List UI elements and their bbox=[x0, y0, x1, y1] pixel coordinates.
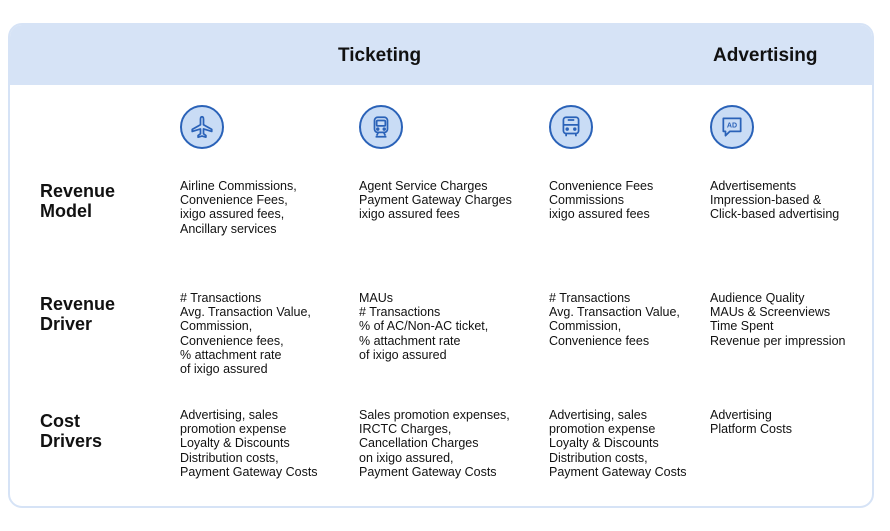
revenue-model-advertising: Advertisements Impression-based & Click-based advertising bbox=[710, 179, 840, 222]
revenue-model-bus: Convenience Fees Commissions ixigo assured fees bbox=[549, 179, 654, 222]
row-label-revenue-driver: Revenue Driver bbox=[40, 294, 116, 334]
cost-drivers-airline: Advertising, sales promotion expense Loyalty & Discounts Distribution costs, Payment Gateway Costs bbox=[180, 408, 318, 479]
airplane-icon bbox=[180, 105, 224, 149]
advertising-header: Advertising bbox=[713, 45, 818, 66]
bus-icon bbox=[549, 105, 593, 149]
svg-text:AD: AD bbox=[726, 122, 738, 130]
row-label-revenue-model: Revenue Model bbox=[40, 181, 116, 221]
train-icon bbox=[359, 105, 403, 149]
revenue-driver-bus: # Transactions Avg. Transaction Value, Commission, Convenience fees bbox=[549, 291, 680, 348]
revenue-model-airline: Airline Commissions, Convenience Fees, ixigo assured fees, Ancillary services bbox=[180, 179, 297, 236]
cost-drivers-advertising: Advertising Platform Costs bbox=[710, 408, 792, 437]
revenue-model-train: Agent Service Charges Payment Gateway Charges ixigo assured fees bbox=[359, 179, 512, 222]
revenue-driver-advertising: Audience Quality MAUs & Screenviews Time Spent Revenue per impression bbox=[710, 291, 846, 348]
row-label-cost-drivers: Cost Drivers bbox=[40, 411, 103, 451]
revenue-driver-train: MAUs # Transactions % of AC/Non-AC ticket, % attachment rate of ixigo assured bbox=[359, 291, 489, 362]
cost-drivers-train: Sales promotion expenses, IRCTC Charges, Cancellation Charges on ixigo assured, Payment Gateway Costs bbox=[359, 408, 510, 479]
ad-icon bbox=[710, 105, 754, 149]
revenue-model-card bbox=[8, 23, 874, 508]
cost-drivers-bus: Advertising, sales promotion expense Loyalty & Discounts Distribution costs, Payment Gateway Costs bbox=[549, 408, 687, 479]
ticketing-header: Ticketing bbox=[338, 45, 422, 66]
revenue-driver-airline: # Transactions Avg. Transaction Value, Commission, Convenience fees, % attachment rate of ixigo assured bbox=[180, 291, 311, 377]
